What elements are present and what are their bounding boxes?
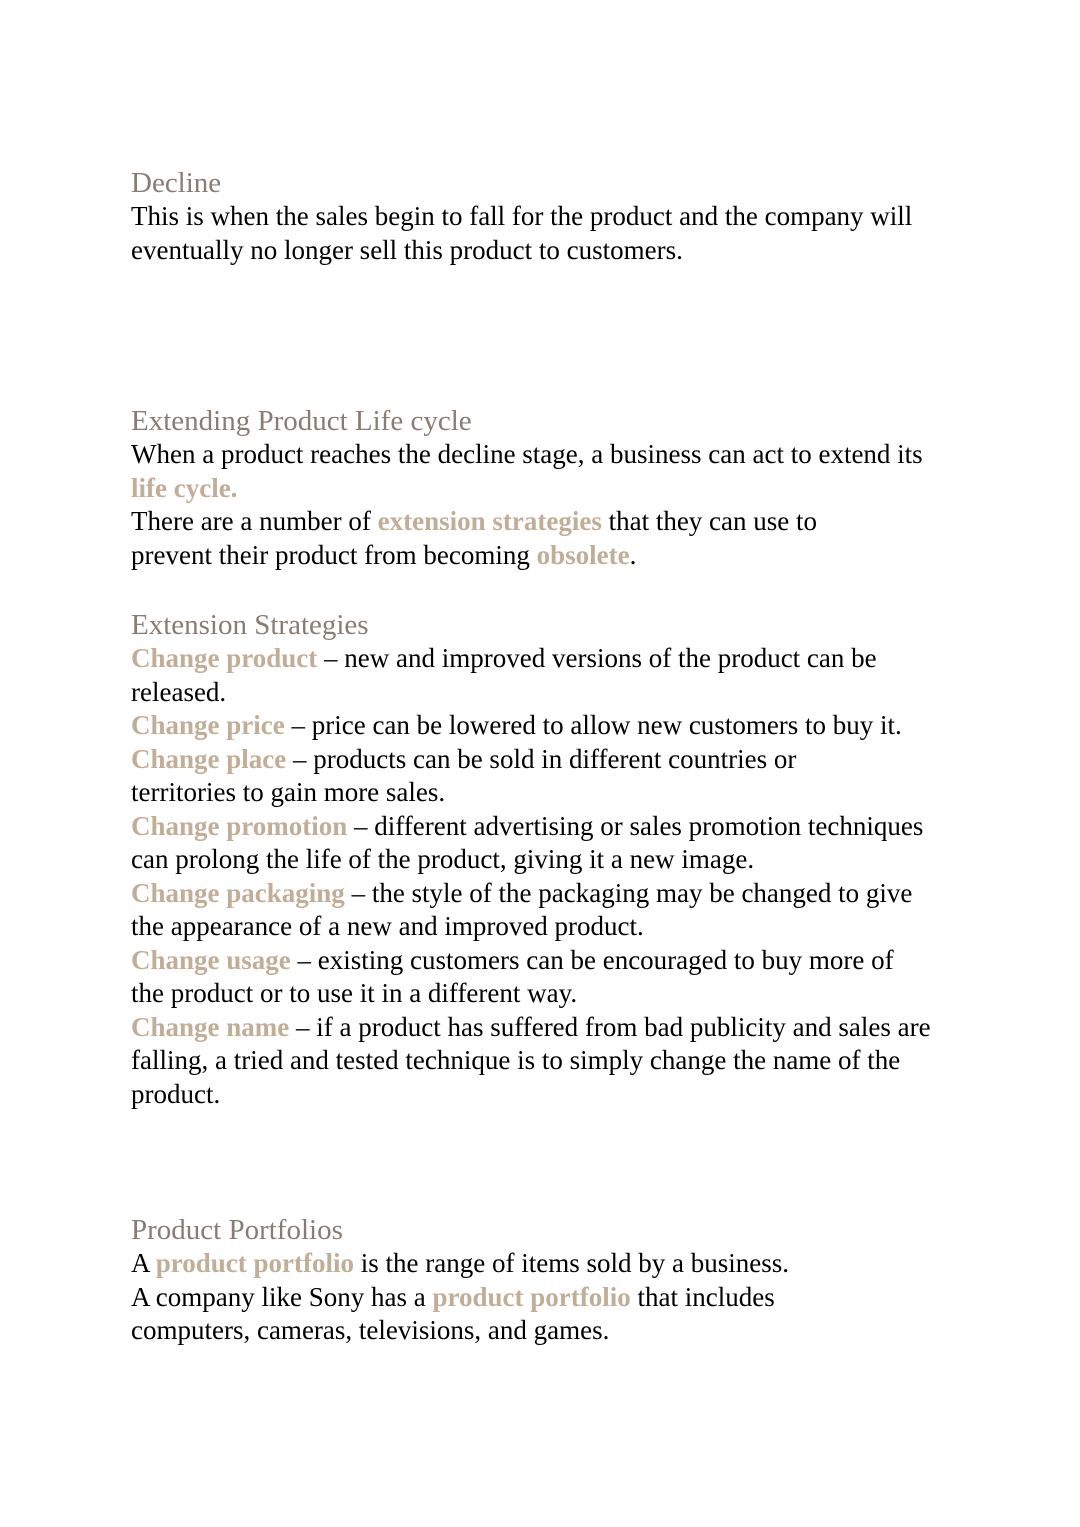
portfolios-p1-end: is the range of items sold by a business. <box>354 1248 789 1278</box>
extending-p2-text: There are a number of <box>131 506 378 536</box>
strategy-term: Change name <box>131 1011 290 1042</box>
decline-section <box>131 166 961 267</box>
strategy-item <box>131 743 866 810</box>
portfolios-p2-start: A company like Sony has a <box>131 1281 433 1312</box>
portfolios-section <box>131 1213 961 1348</box>
strategy-desc: – products can be sold in different countries or territories to gain more sales. <box>131 743 797 807</box>
strategy-item <box>131 642 941 709</box>
portfolios-paragraph-1 <box>131 1247 941 1281</box>
strategy-term: Change packaging <box>131 877 345 908</box>
portfolios-p2-end: that includes computers, cameras, televisions, and games. <box>131 1281 775 1345</box>
strategy-item <box>131 709 934 743</box>
strategy-term: Change place <box>131 743 287 774</box>
strategy-desc: – the style of the packaging may be changed to give the appearance of a new and improved product. <box>131 877 913 941</box>
strategy-term: Change product <box>131 643 318 673</box>
strategy-item <box>131 944 931 1011</box>
strategy-term: Change usage <box>131 944 291 975</box>
strategy-desc: – different advertising or sales promotion techniques can prolong the life of the product, giving it a new image. <box>131 810 924 874</box>
strategy-desc: – new and improved versions of the product can be released. <box>131 643 877 707</box>
extending-section <box>131 404 961 572</box>
strategy-term: Change promotion <box>131 810 348 841</box>
keyword-product-portfolio: product portfolio <box>432 1281 631 1312</box>
portfolios-heading: Product Portfolios <box>131 1214 343 1246</box>
extending-paragraph-2 <box>131 505 891 572</box>
strategies-heading: Extension Strategies <box>131 609 369 641</box>
extending-heading: Extending Product Life cycle <box>131 405 472 437</box>
strategy-term: Change price <box>131 710 285 740</box>
strategy-item <box>131 877 931 944</box>
strategy-desc: – price can be lowered to allow new customers to buy it. <box>284 710 902 740</box>
keyword-life-cycle: life cycle. <box>131 472 238 503</box>
extending-paragraph-1 <box>131 438 956 505</box>
keyword-extension-strategies: extension strategies <box>377 506 602 536</box>
strategy-item <box>131 810 941 877</box>
decline-heading: Decline <box>131 167 222 199</box>
extending-p2-end: . <box>629 539 637 570</box>
extending-p1-text: When a product reaches the decline stage, a business can act to extend its <box>131 439 923 469</box>
portfolios-paragraph-2 <box>131 1281 851 1348</box>
strategy-item <box>131 1011 956 1112</box>
extending-p2-mid-text: that they can use to prevent their product from becoming <box>131 506 818 570</box>
keyword-product-portfolio: product portfolio <box>155 1248 355 1278</box>
decline-text: This is when the sales begin to fall for the product and the company will eventually no longer sell this product to customers. <box>131 201 913 265</box>
strategies-section <box>131 608 961 1111</box>
portfolios-p1-start: A <box>131 1248 156 1278</box>
strategy-desc: – if a product has suffered from bad publicity and sales are falling, a tried and tested technique is to simply change the name of the product. <box>131 1011 931 1109</box>
keyword-obsolete: obsolete <box>536 539 630 570</box>
strategy-desc: – existing customers can be encouraged to buy more of the product or to use it in a different way. <box>131 944 894 1008</box>
